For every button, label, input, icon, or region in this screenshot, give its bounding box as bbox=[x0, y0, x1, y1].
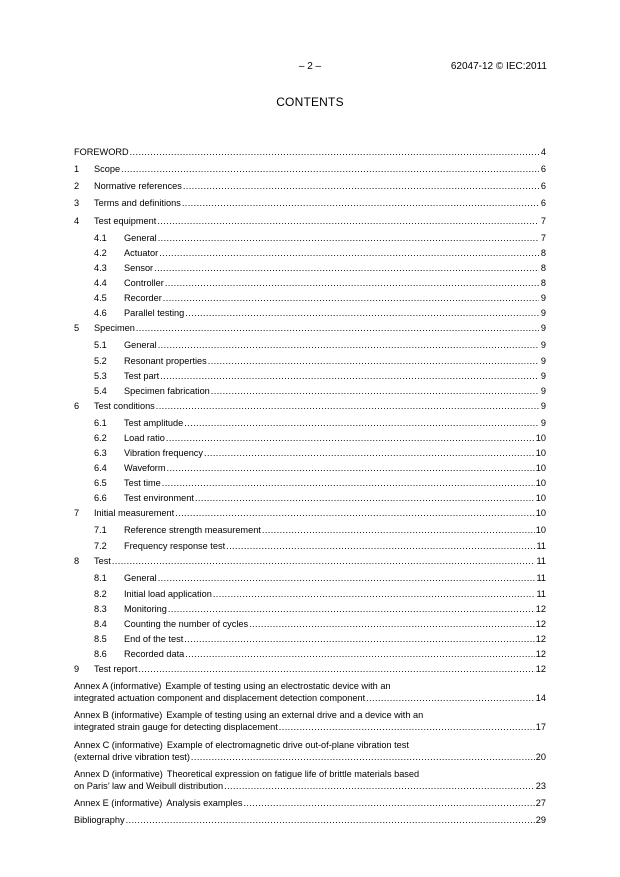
annex-title-line2: integrated actuation component and displacement detection component bbox=[74, 693, 366, 703]
leader-dots bbox=[213, 588, 536, 600]
annex-label: Annex B (informative) bbox=[74, 710, 163, 720]
toc-entry-page: 7 bbox=[540, 216, 546, 226]
toc-entry-page: 7 bbox=[540, 233, 546, 243]
toc-entry-title: Specimen fabrication bbox=[124, 386, 210, 396]
toc-entry-page: 9 bbox=[540, 323, 546, 333]
toc-entry-page: 29 bbox=[535, 815, 546, 825]
leader-dots bbox=[158, 232, 539, 244]
leader-dots bbox=[182, 197, 539, 209]
toc-entry-title: FOREWORD bbox=[74, 147, 129, 157]
annex-title-line2: integrated strain gauge for detecting displacement bbox=[74, 722, 278, 732]
toc-entry-number: 7 bbox=[74, 508, 80, 518]
leader-dots bbox=[204, 447, 535, 459]
toc-entry-title: Load ratio bbox=[124, 433, 165, 443]
toc-entry-number: 5.3 bbox=[94, 371, 107, 381]
toc-annex-e[interactable] bbox=[74, 797, 546, 809]
toc-entry-number: 4 bbox=[74, 216, 80, 226]
toc-entry-number: 4.5 bbox=[94, 293, 107, 303]
toc-entry-number: 7.2 bbox=[94, 541, 107, 551]
toc-entry[interactable] bbox=[74, 197, 546, 209]
toc-entry-page: 12 bbox=[535, 604, 546, 614]
toc-entry-number: 6.6 bbox=[94, 493, 107, 503]
toc-entry-page: 10 bbox=[535, 525, 546, 535]
toc-entry-title: Bibliography bbox=[74, 815, 125, 825]
toc-entry-page: 8 bbox=[540, 263, 546, 273]
toc-entry-number: 6.4 bbox=[94, 463, 107, 473]
toc-entry-number: 6.5 bbox=[94, 478, 107, 488]
toc-subentry[interactable] bbox=[94, 292, 546, 304]
toc-entry-number: 8.1 bbox=[94, 573, 107, 583]
toc-entry-number: 6.1 bbox=[94, 418, 107, 428]
toc-subentry[interactable] bbox=[94, 417, 546, 429]
toc-entry[interactable] bbox=[74, 507, 546, 519]
annex-label: Annex E (informative) bbox=[74, 798, 163, 808]
toc-entry-page: 9 bbox=[540, 340, 546, 350]
toc-subentry[interactable] bbox=[94, 385, 546, 397]
toc-entry-page: 9 bbox=[540, 293, 546, 303]
toc-entry-page: 10 bbox=[535, 478, 546, 488]
toc-entry-page: 11 bbox=[536, 556, 546, 566]
toc-entry-page: 12 bbox=[535, 634, 546, 644]
toc-entry-title: Counting the number of cycles bbox=[124, 619, 249, 629]
leader-dots bbox=[195, 492, 535, 504]
toc-entry-page: 20 bbox=[535, 752, 546, 762]
toc-entry-title: Waveform bbox=[124, 463, 166, 473]
leader-dots bbox=[167, 462, 535, 474]
toc-subentry[interactable] bbox=[94, 339, 546, 351]
toc-entry-number: 6.2 bbox=[94, 433, 107, 443]
toc-entry[interactable] bbox=[74, 555, 546, 567]
toc-entry-title: Test conditions bbox=[94, 401, 155, 411]
toc-entry-page: 23 bbox=[535, 781, 546, 791]
toc-entry-number: 4.4 bbox=[94, 278, 107, 288]
toc-subentry[interactable] bbox=[94, 307, 546, 319]
page-title: CONTENTS bbox=[276, 95, 344, 109]
toc-subentry[interactable] bbox=[94, 524, 546, 536]
leader-dots bbox=[162, 477, 535, 489]
leader-dots bbox=[158, 572, 536, 584]
leader-dots bbox=[226, 540, 535, 552]
toc-annex-b[interactable] bbox=[74, 709, 546, 733]
annex-label: Annex D (informative) bbox=[74, 769, 163, 779]
toc-entry-page: 10 bbox=[535, 463, 546, 473]
annex-title-line1: Example of electromagnetic drive out-of-plane vibration test bbox=[166, 740, 409, 750]
toc-entry-number: 5 bbox=[74, 323, 80, 333]
toc-entry[interactable] bbox=[74, 322, 546, 334]
leader-dots bbox=[279, 721, 535, 733]
toc-entry-title: Actuator bbox=[124, 248, 159, 258]
toc-entry-number: 5.1 bbox=[94, 340, 107, 350]
toc-entry-number: 3 bbox=[74, 198, 80, 208]
toc-subentry[interactable] bbox=[94, 477, 546, 489]
leader-dots bbox=[175, 507, 535, 519]
toc-entry-title: Test environment bbox=[124, 493, 194, 503]
leader-dots bbox=[156, 400, 539, 412]
annex-title-line2: (external drive vibration test) bbox=[74, 752, 190, 762]
toc-entry-number: 8.4 bbox=[94, 619, 107, 629]
annex-title-line2: on Paris’ law and Weibull distribution bbox=[74, 781, 224, 791]
annex-title-line1: Example of testing using an electrostatic device with an bbox=[165, 681, 391, 691]
leader-dots bbox=[165, 277, 539, 289]
toc-subentry[interactable] bbox=[94, 232, 546, 244]
toc-subentry[interactable] bbox=[94, 262, 546, 274]
toc-entry-page: 11 bbox=[536, 573, 546, 583]
leader-dots bbox=[191, 751, 535, 763]
toc-entry-title: Initial load application bbox=[124, 589, 212, 599]
toc-entry-page: 12 bbox=[535, 619, 546, 629]
leader-dots bbox=[154, 262, 539, 274]
toc-entry-number: 8.6 bbox=[94, 649, 107, 659]
toc-entry-number: 8.5 bbox=[94, 634, 107, 644]
toc-entry[interactable] bbox=[74, 400, 546, 412]
toc-entry-title: Recorded data bbox=[124, 649, 185, 659]
toc-subentry[interactable] bbox=[94, 355, 546, 367]
toc-entry-page: 6 bbox=[540, 181, 546, 191]
leader-dots bbox=[183, 180, 539, 192]
toc-entry-number: 4.1 bbox=[94, 233, 107, 243]
toc-entry-title: Test report bbox=[94, 664, 138, 674]
toc-entry[interactable] bbox=[74, 180, 546, 192]
toc-entry-page: 9 bbox=[540, 308, 546, 318]
leader-dots bbox=[121, 163, 539, 175]
leader-dots bbox=[130, 146, 539, 158]
leader-dots bbox=[211, 385, 539, 397]
toc-entry-title: Initial measurement bbox=[94, 508, 175, 518]
leader-dots bbox=[208, 355, 539, 367]
leader-dots bbox=[138, 663, 534, 675]
page-number: – 2 – bbox=[298, 61, 322, 72]
toc-subentry[interactable] bbox=[94, 247, 546, 259]
leader-dots bbox=[112, 555, 536, 567]
toc-entry-title: General bbox=[124, 340, 157, 350]
leader-dots bbox=[136, 322, 539, 334]
toc-entry-title: Recorder bbox=[124, 293, 162, 303]
toc-entry-title: Specimen bbox=[94, 323, 135, 333]
leader-dots bbox=[249, 618, 535, 630]
toc-entry-number: 5.2 bbox=[94, 356, 107, 366]
toc-entry-title: Test bbox=[94, 556, 111, 566]
toc-entry-title: Frequency response test bbox=[124, 541, 226, 551]
toc-subentry[interactable] bbox=[94, 277, 546, 289]
toc-entry-number: 6.3 bbox=[94, 448, 107, 458]
toc-entry-page: 14 bbox=[535, 693, 546, 703]
toc-subentry[interactable] bbox=[94, 432, 546, 444]
toc-annex-d[interactable] bbox=[74, 768, 546, 792]
toc-entry-title: General bbox=[124, 233, 157, 243]
toc-entry-title: Resonant properties bbox=[124, 356, 207, 366]
toc-entry-page: 9 bbox=[540, 386, 546, 396]
leader-dots bbox=[160, 370, 539, 382]
toc-entry-title: Test equipment bbox=[94, 216, 157, 226]
toc-entry-title: Monitoring bbox=[124, 604, 167, 614]
leader-dots bbox=[224, 780, 535, 792]
toc-entry-page: 11 bbox=[536, 541, 546, 551]
toc-entry-number: 4.3 bbox=[94, 263, 107, 273]
toc-entry-title: End of the test bbox=[124, 634, 184, 644]
toc-subentry[interactable] bbox=[94, 633, 546, 645]
standard-reference: 62047-12 © IEC:2011 bbox=[450, 61, 547, 72]
toc-entry-foreword[interactable] bbox=[74, 146, 546, 158]
toc-entry-number: 7.1 bbox=[94, 525, 107, 535]
toc-entry-page: 6 bbox=[540, 198, 546, 208]
toc-entry-page: 9 bbox=[540, 356, 546, 366]
leader-dots bbox=[159, 247, 539, 259]
leader-dots bbox=[366, 692, 535, 704]
toc-entry-page: 10 bbox=[535, 433, 546, 443]
toc-subentry[interactable] bbox=[94, 540, 546, 552]
toc-entry-title: Reference strength measurement bbox=[124, 525, 261, 535]
leader-dots bbox=[184, 633, 535, 645]
toc-subentry[interactable] bbox=[94, 462, 546, 474]
leader-dots bbox=[166, 432, 535, 444]
toc-entry[interactable] bbox=[74, 663, 546, 675]
toc-entry-title: Controller bbox=[124, 278, 164, 288]
toc-entry-page: 9 bbox=[540, 401, 546, 411]
toc-entry-page: 11 bbox=[536, 589, 546, 599]
leader-dots bbox=[158, 339, 539, 351]
toc-entry-number: 6 bbox=[74, 401, 80, 411]
toc-entry-title: Normative references bbox=[94, 181, 182, 191]
leader-dots bbox=[126, 814, 535, 826]
toc-entry-title: Terms and definitions bbox=[94, 198, 181, 208]
toc-entry-title: Test time bbox=[124, 478, 161, 488]
annex-title-line1: Theoretical expression on fatigue life of brittle materials based bbox=[166, 769, 420, 779]
toc-entry-page: 10 bbox=[535, 448, 546, 458]
leader-dots bbox=[185, 648, 534, 660]
toc-entry-page: 6 bbox=[540, 164, 546, 174]
toc-subentry[interactable] bbox=[94, 603, 546, 615]
toc-subentry[interactable] bbox=[94, 588, 546, 600]
leader-dots bbox=[184, 417, 539, 429]
toc-entry-page: 27 bbox=[535, 798, 546, 808]
toc-entry-bibliography[interactable] bbox=[74, 814, 546, 826]
toc-entry-page: 10 bbox=[535, 493, 546, 503]
leader-dots bbox=[185, 307, 539, 319]
toc-entry-page: 17 bbox=[535, 722, 546, 732]
leader-dots bbox=[262, 524, 535, 536]
toc-entry-number: 5.4 bbox=[94, 386, 107, 396]
toc-subentry[interactable] bbox=[94, 492, 546, 504]
toc-entry-title: Sensor bbox=[124, 263, 154, 273]
toc-entry-title: Test amplitude bbox=[124, 418, 184, 428]
toc-entry-number: 9 bbox=[74, 664, 80, 674]
leader-dots bbox=[243, 797, 534, 809]
toc-annex-c[interactable] bbox=[74, 739, 546, 763]
toc-entry-title: Test part bbox=[124, 371, 160, 381]
toc-annex-a[interactable] bbox=[74, 680, 546, 704]
toc-subentry[interactable] bbox=[94, 572, 546, 584]
toc-entry[interactable] bbox=[74, 163, 546, 175]
toc-entry-title: Vibration frequency bbox=[124, 448, 203, 458]
toc-entry-page: 8 bbox=[540, 278, 546, 288]
annex-title-line1: Example of testing using an external drive and a device with an bbox=[166, 710, 424, 720]
annex-label: Annex A (informative) bbox=[74, 681, 162, 691]
toc-entry-page: 12 bbox=[535, 649, 546, 659]
toc-entry-page: 12 bbox=[535, 664, 546, 674]
toc-entry-page: 8 bbox=[540, 248, 546, 258]
toc-entry-number: 1 bbox=[74, 164, 80, 174]
toc-entry-title: Parallel testing bbox=[124, 308, 185, 318]
leader-dots bbox=[157, 215, 539, 227]
toc-entry-number: 4.6 bbox=[94, 308, 107, 318]
toc-entry-number: 8.2 bbox=[94, 589, 107, 599]
annex-label: Annex C (informative) bbox=[74, 740, 163, 750]
toc-entry-page: 4 bbox=[540, 147, 546, 157]
leader-dots bbox=[168, 603, 535, 615]
toc-entry-page: 9 bbox=[540, 418, 546, 428]
toc-entry-title: Scope bbox=[94, 164, 121, 174]
toc-entry-page: 9 bbox=[540, 371, 546, 381]
toc-subentry[interactable] bbox=[94, 370, 546, 382]
toc-entry[interactable] bbox=[74, 215, 546, 227]
toc-entry-number: 4.2 bbox=[94, 248, 107, 258]
toc-entry-number: 2 bbox=[74, 181, 80, 191]
toc-subentry[interactable] bbox=[94, 618, 546, 630]
toc-entry-number: 8 bbox=[74, 556, 80, 566]
toc-subentry[interactable] bbox=[94, 648, 546, 660]
toc-entry-title: General bbox=[124, 573, 157, 583]
leader-dots bbox=[163, 292, 539, 304]
annex-title-line1: Analysis examples bbox=[166, 798, 243, 808]
toc-subentry[interactable] bbox=[94, 447, 546, 459]
toc-entry-page: 10 bbox=[535, 508, 546, 518]
toc-entry-number: 8.3 bbox=[94, 604, 107, 614]
